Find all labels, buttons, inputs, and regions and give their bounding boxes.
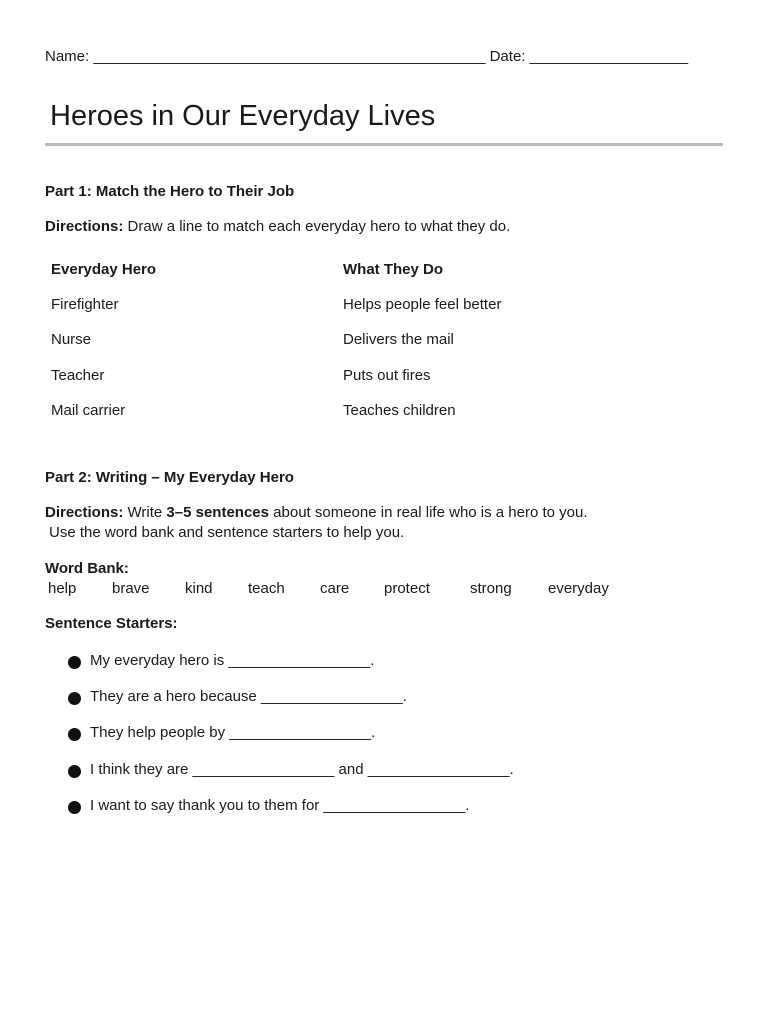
sentence-starters-label: Sentence Starters: (45, 615, 178, 632)
hero-job[interactable]: Helps people feel better (343, 296, 502, 313)
sentence-starter[interactable]: They help people by _________________. (90, 724, 376, 741)
part1-heading: Part 1: Match the Hero to Their Job (45, 183, 295, 200)
part2-heading: Part 2: Writing – My Everyday Hero (45, 469, 294, 486)
hero-job[interactable]: Puts out fires (343, 367, 431, 384)
sentence-starter[interactable]: They are a hero because _________________. (90, 688, 407, 705)
bullet-icon (68, 728, 81, 741)
bullet-icon (68, 801, 81, 814)
worksheet-title: Heroes in Our Everyday Lives (50, 100, 436, 132)
word-bank-word: kind (185, 580, 213, 597)
hero-name[interactable]: Mail carrier (51, 402, 126, 419)
sentence-starter[interactable]: My everyday hero is _________________. (90, 652, 375, 669)
hero-name[interactable]: Firefighter (51, 296, 119, 313)
part2-directions (45, 504, 588, 521)
word-bank-word: strong (470, 580, 512, 597)
bullet-icon (68, 692, 81, 705)
part1-directions-label: Directions: (45, 218, 124, 235)
hero-name[interactable]: Teacher (51, 367, 105, 384)
word-bank-word: brave (112, 580, 150, 597)
word-bank-label: Word Bank: (45, 560, 129, 577)
bullet-icon (68, 656, 81, 669)
name-date-line[interactable]: Name: _______________________________________________ Date: ___________________ (45, 48, 689, 65)
part2-directions-post: about someone in real life who is a hero to you. (269, 504, 588, 521)
part2-directions-pre: Write (123, 504, 167, 521)
bullet-icon (68, 765, 81, 778)
hero-job[interactable]: Delivers the mail (343, 331, 454, 348)
match-row (0, 402, 768, 424)
part1-directions (45, 218, 510, 235)
part2-directions-emphasis: 3–5 sentences (166, 504, 269, 521)
match-row (0, 331, 768, 353)
word-bank-word: everyday (548, 580, 609, 597)
col-header-hero: Everyday Hero (51, 261, 157, 278)
part2-directions-line2: Use the word bank and sentence starters to help you. (49, 524, 405, 541)
match-row (0, 296, 768, 318)
col-header-job: What They Do (343, 261, 443, 278)
hero-name[interactable]: Nurse (51, 331, 92, 348)
sentence-starter[interactable]: I want to say thank you to them for _________________. (90, 797, 470, 814)
title-divider (45, 143, 723, 146)
word-bank-word: help (48, 580, 77, 597)
match-row (0, 367, 768, 389)
hero-job[interactable]: Teaches children (343, 402, 456, 419)
part2-directions-label: Directions: (45, 504, 124, 521)
word-bank-word: teach (248, 580, 285, 597)
sentence-starter[interactable]: I think they are _________________ and _________________. (90, 761, 514, 778)
word-bank-word: care (320, 580, 350, 597)
word-bank-word: protect (384, 580, 430, 597)
part1-directions-text: Draw a line to match each everyday hero to what they do. (123, 218, 511, 235)
